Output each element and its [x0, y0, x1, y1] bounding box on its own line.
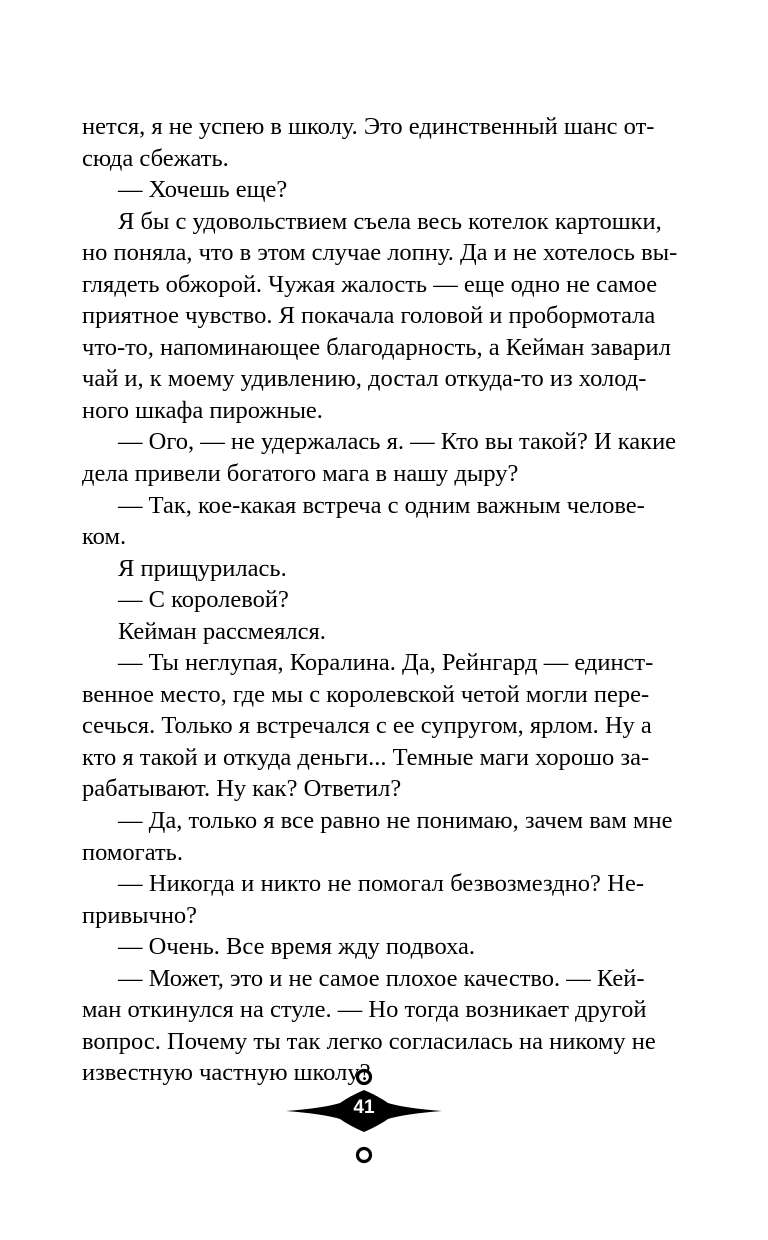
- text-line: — Да, только я все равно не понимаю, зачем вам мне: [118, 807, 673, 835]
- text-line: известную частную школу?: [82, 1059, 371, 1087]
- text-line: — Может, это и не самое плохое качество. — Кей-: [118, 964, 645, 992]
- text-line: — Ого, — не удержалась я. — Кто вы такой? И какие: [118, 428, 677, 456]
- text-line: Я прищурилась.: [118, 554, 287, 582]
- text-line: венное место, где мы с королевской четой могли пере-: [82, 680, 650, 708]
- text-line: ман откинулся на стуле. — Но тогда возникает другой: [82, 996, 647, 1024]
- page-number: 41: [353, 1097, 375, 1118]
- text-line: дела привели богатого мага в нашу дыру?: [82, 460, 519, 488]
- text-line: сечься. Только я встречался с ее супругом, ярлом. Ну а: [82, 712, 652, 740]
- text-line: привычно?: [82, 901, 198, 929]
- text-line: — С королевой?: [118, 586, 289, 614]
- text-line: — Очень. Все время жду подвоха.: [118, 933, 476, 961]
- text-line: но поняла, что в этом случае лопну. Да и не хотелось вы-: [82, 239, 678, 267]
- page-number-ornament: [284, 1056, 444, 1166]
- text-line: вопрос. Почему ты так легко согласилась на никому не: [82, 1027, 656, 1055]
- text-line: глядеть обжорой. Чужая жалость — еще одно не самое: [82, 270, 658, 298]
- text-line: Я бы с удовольствием съела весь котелок картошки,: [118, 207, 662, 235]
- text-line: ного шкафа пирожные.: [82, 396, 323, 424]
- text-line: Кейман рассмеялся.: [118, 617, 326, 645]
- text-line: помогать.: [82, 838, 183, 866]
- text-line: нется, я не успею в школу. Это единственный шанс от-: [82, 113, 655, 140]
- text-line: чай и, к моему удивлению, достал откуда-то из холод-: [82, 365, 647, 393]
- text-line: — Хочешь еще?: [118, 176, 288, 204]
- text-line: что-то, напоминающее благодарность, а Кейман заварил: [82, 333, 671, 361]
- text-line: приятное чувство. Я покачала головой и пробормотала: [82, 302, 656, 330]
- text-line: — Так, кое-какая встреча с одним важным челове-: [118, 491, 645, 519]
- body-text: [82, 111, 678, 1089]
- text-line: сюда сбежать.: [82, 144, 229, 172]
- text-line: — Никогда и никто не помогал безвозмездно? Не-: [118, 870, 644, 898]
- text-line: кто я такой и откуда деньги... Темные маги хорошо за-: [82, 743, 650, 771]
- text-line: — Ты неглупая, Коралина. Да, Рейнгард — единст-: [118, 649, 654, 677]
- text-line: ком.: [82, 523, 127, 551]
- text-line: рабатывают. Ну как? Ответил?: [82, 775, 402, 803]
